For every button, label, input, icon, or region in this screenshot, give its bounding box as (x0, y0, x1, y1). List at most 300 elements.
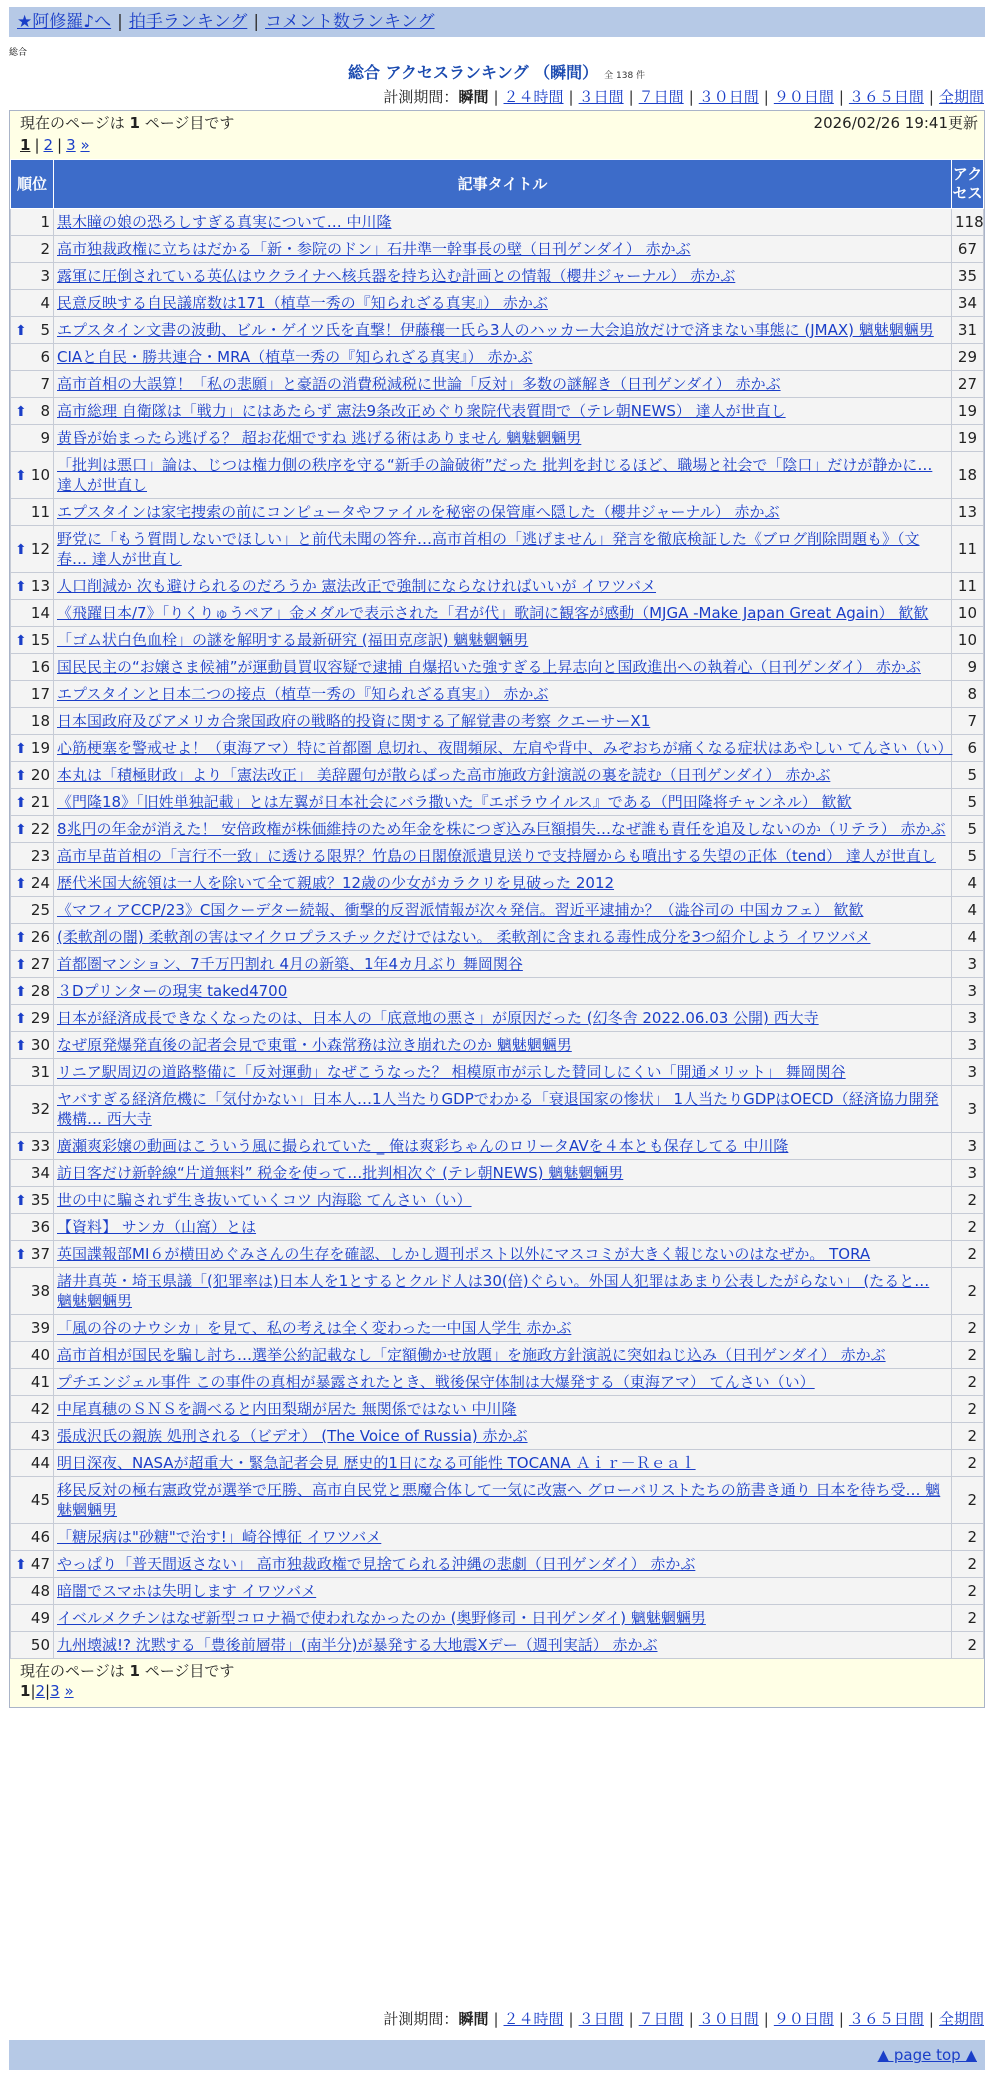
table-row (11, 573, 984, 600)
table-row (11, 1477, 984, 1524)
period-link-2[interactable]: ７日間 (638, 2010, 684, 2028)
page-separator: | (57, 136, 63, 154)
table-row (11, 627, 984, 654)
title-cell (54, 843, 952, 870)
page-links (20, 1681, 974, 1701)
period-separator: | (628, 88, 634, 106)
access-count: 2 (952, 1315, 984, 1342)
rank-number: 17 (30, 685, 50, 703)
title-cell (54, 1160, 952, 1187)
rank-up-arrow-icon: ⬆ (15, 768, 27, 784)
table-row (11, 1086, 984, 1133)
top-nav (9, 7, 985, 37)
table-row (11, 1342, 984, 1369)
access-count: 31 (952, 317, 984, 344)
rank-number: 38 (30, 1282, 50, 1300)
access-count: 7 (952, 708, 984, 735)
article-link[interactable]: 人口削減か 次も避けられるのだろうか 憲法改正で強制にならなければいいが イワツバメ (57, 577, 657, 595)
access-count: 2 (952, 1524, 984, 1551)
title-cell (54, 1086, 952, 1133)
period-label: 計測期間： (383, 2010, 459, 2028)
rank-cell (11, 1632, 54, 1659)
article-link[interactable]: 移民反対の極右憲政党が選挙で圧勝、高市自民党と悪魔合体して一気に改憲へ グローバリストたちの筋書き通り 日本を待ち受… 魑魅魍魎男 (57, 1481, 941, 1519)
rank-number: 39 (30, 1319, 50, 1337)
rank-up-arrow-icon: ⬆ (15, 468, 27, 484)
rank-up-arrow-icon: ⬆ (15, 579, 27, 595)
access-count: 5 (952, 816, 984, 843)
pager-suffix: ページ目です (144, 1662, 235, 1680)
table-row (11, 1423, 984, 1450)
updated-time: 2026/02/26 19:41更新 (813, 114, 978, 132)
rank-up-arrow-icon: ⬆ (15, 323, 27, 339)
article-link[interactable]: 諸井真英・埼玉県議「(犯罪率は)日本人を1とするとクルド人は30(倍)ぐらい。外国人犯罪はあまり公表したがらない」 (たると… 魑魅魍魎男 (57, 1272, 930, 1310)
period-link-3[interactable]: ３０日間 (698, 2010, 759, 2028)
footer-bar (9, 2040, 985, 2070)
period-separator: | (568, 2010, 574, 2028)
access-count: 4 (952, 924, 984, 951)
table-row (11, 1524, 984, 1551)
rank-cell (11, 1423, 54, 1450)
rank-cell (11, 1187, 54, 1214)
rank-number: 40 (30, 1346, 50, 1364)
article-link[interactable]: 高市首相の大誤算！「私の悲願」と豪語の消費税減税に世論「反対」多数の謎解き（日刊ゲンダイ） 赤かぶ (57, 375, 781, 393)
table-row (11, 924, 984, 951)
rank-up-arrow-icon: ⬆ (15, 957, 27, 973)
article-link[interactable]: リニア駅周辺の道路整備に「反対運動」なぜこうなった？ 相模原市が示した賛同しにくい「開通メリット」 舞岡関谷 (57, 1063, 846, 1081)
title-cell (54, 499, 952, 526)
article-link[interactable]: 首都圏マンション、7千万円割れ 4月の新築、1年4カ月ぶり 舞岡関谷 (57, 955, 523, 973)
title-cell (54, 344, 952, 371)
rank-number: 25 (30, 901, 50, 919)
rank-cell (11, 344, 54, 371)
rank-cell (11, 371, 54, 398)
table-row (11, 526, 984, 573)
article-link[interactable]: 暗闇でスマホは失明します イワツバメ (57, 1582, 317, 1600)
title-cell (54, 897, 952, 924)
title-cell (54, 236, 952, 263)
article-link[interactable]: 黄昏が始まったら逃げる？ 超お花畑ですね 逃げる術はありません 魑魅魍魎男 (57, 429, 582, 447)
rank-number: 46 (30, 1528, 50, 1546)
article-link[interactable]: 「風の谷のナウシカ」を見て、私の考えは全く変わった一中国人学生 赤かぶ (57, 1319, 572, 1337)
page-top-link[interactable]: ▲ page top ▲ (877, 2046, 977, 2064)
table-row (11, 978, 984, 1005)
total-count: 全 138 件 (604, 71, 646, 81)
table-row (11, 1450, 984, 1477)
article-link[interactable]: 高市独裁政権に立ちはだかる「新・参院のドン」石井準一幹事長の壁（日刊ゲンダイ） 赤かぶ (57, 240, 691, 258)
title-cell (54, 951, 952, 978)
page-link-3[interactable]: 3 (66, 136, 76, 154)
article-link[interactable]: ３Dプリンターの現実 taked4700 (57, 982, 288, 1000)
table-row (11, 452, 984, 499)
table-row (11, 499, 984, 526)
clap-ranking-link[interactable]: 拍手ランキング (128, 12, 248, 32)
period-link-0[interactable]: ２４時間 (503, 2010, 564, 2028)
article-link[interactable]: 《門隆18》「旧姓単独記載」とは左翼が日本社会にバラ撒いた『エボラウイルス』である（門田隆将チャンネル） 歓歓 (57, 793, 852, 811)
title-cell (54, 452, 952, 499)
rank-cell (11, 1605, 54, 1632)
pager-current-number: 1 (129, 1662, 140, 1680)
table-row (11, 1133, 984, 1160)
article-link[interactable]: 野党に「もう質問しないでほしい」と前代未聞の答弁…高市首相の「逃げません」発言を徹底検証した《ブログ削除問題も》（文春… 達人が世直し (57, 530, 920, 568)
rank-cell (11, 499, 54, 526)
title-cell (54, 1133, 952, 1160)
rank-number: 10 (30, 466, 50, 484)
table-row (11, 425, 984, 452)
article-link[interactable]: 心筋梗塞を警戒せよ！（東海アマ）特に首都圏 息切れ、夜間頻尿、左肩や背中、みぞおちが痛くなる症状はあやしい てんさい（い） (57, 739, 953, 757)
nav-separator: | (117, 12, 123, 32)
period-link-5[interactable]: ３６５日間 (848, 88, 924, 106)
rank-number: 27 (30, 955, 50, 973)
rank-cell (11, 843, 54, 870)
title-cell (54, 1450, 952, 1477)
rank-up-arrow-icon: ⬆ (15, 822, 27, 838)
access-count: 2 (952, 1268, 984, 1315)
access-count: 10 (952, 627, 984, 654)
col-rank-header: 順位 (11, 160, 54, 209)
rank-cell (11, 681, 54, 708)
ranking-container (9, 110, 985, 1708)
title-cell (54, 425, 952, 452)
article-link[interactable]: 「批判は悪口」論は、じつは権力側の秩序を守る“新手の論破術”だった 批判を封じるほど、職場と社会で「陰口」だけが静かに… 達人が世直し (57, 456, 933, 494)
table-row (11, 681, 984, 708)
rank-cell (11, 1524, 54, 1551)
period-selector-top (383, 86, 984, 107)
rank-number: 9 (40, 429, 50, 447)
access-count: 4 (952, 897, 984, 924)
period-link-3[interactable]: ３０日間 (698, 88, 759, 106)
rank-number: 28 (30, 982, 50, 1000)
rank-cell (11, 870, 54, 897)
rank-number: 24 (30, 874, 50, 892)
title-cell (54, 654, 952, 681)
article-link[interactable]: 世の中に騙されず生き抜いていくコツ 内海聡 てんさい（い） (57, 1191, 472, 1209)
rank-number: 12 (30, 540, 50, 558)
access-count: 3 (952, 1160, 984, 1187)
rank-number: 3 (40, 267, 50, 285)
rank-number: 26 (30, 928, 50, 946)
rank-cell (11, 1005, 54, 1032)
title-cell (54, 1477, 952, 1524)
table-row (11, 290, 984, 317)
pager-prefix: 現在のページは (20, 114, 125, 132)
period-link-6[interactable]: 全期間 (938, 88, 984, 106)
rank-cell (11, 1369, 54, 1396)
period-link-4[interactable]: ９０日間 (773, 2010, 834, 2028)
period-separator: | (763, 2010, 769, 2028)
rank-cell (11, 654, 54, 681)
pager-current-number: 1 (129, 114, 140, 132)
rank-up-arrow-icon: ⬆ (15, 741, 27, 757)
rank-up-arrow-icon: ⬆ (15, 633, 27, 649)
table-row (11, 1369, 984, 1396)
article-link[interactable]: イベルメクチンはなぜ新型コロナ禍で使われなかったのか (奥野修司・日刊ゲンダイ) 魑魅魍魎男 (57, 1609, 706, 1627)
article-link[interactable]: 日本国政府及びアメリカ合衆国政府の戦略的投資に関する了解覚書の考察 クエーサーX1 (57, 712, 651, 730)
period-link-1[interactable]: ３日間 (578, 2010, 624, 2028)
title-cell (54, 1524, 952, 1551)
access-count: 3 (952, 1032, 984, 1059)
rank-number: 14 (30, 604, 50, 622)
title-cell (54, 681, 952, 708)
table-row (11, 951, 984, 978)
title-cell (54, 1423, 952, 1450)
rank-number: 4 (40, 294, 50, 312)
ranking-table (10, 159, 984, 1659)
rank-cell (11, 816, 54, 843)
title-cell (54, 600, 952, 627)
article-link[interactable]: やっぱり「普天間返さない」 高市独裁政権で見捨てられる沖縄の悲劇（日刊ゲンダイ） 赤かぶ (57, 1555, 696, 1573)
rank-number: 49 (30, 1609, 50, 1627)
page-current: 1 (20, 1682, 31, 1700)
access-count: 67 (952, 236, 984, 263)
pager-top (10, 111, 984, 159)
access-count: 2 (952, 1477, 984, 1524)
rank-up-arrow-icon: ⬆ (15, 542, 27, 558)
table-row (11, 816, 984, 843)
article-link[interactable]: エプスタインと日本二つの接点（植草一秀の『知られざる真実』） 赤かぶ (57, 685, 549, 703)
table-row (11, 236, 984, 263)
article-link[interactable]: 《マフィアCCP/23》C国クーデター続報、衝撃的反習派情報が次々発信。習近平逮捕か？（澁谷司の 中国カフェ） 歓歓 (57, 901, 864, 919)
access-count: 10 (952, 600, 984, 627)
home-link[interactable]: ★阿修羅♪へ (17, 12, 112, 32)
article-link[interactable]: ヤバすぎる経済危機に「気付かない」日本人…1人当たりGDPでわかる「衰退国家の惨状」 1人当たりGDPはOECD（経済協力開発機構… 西大寺 (57, 1090, 939, 1128)
title-cell (54, 398, 952, 425)
title-cell (54, 735, 952, 762)
rank-cell (11, 1450, 54, 1477)
table-row (11, 371, 984, 398)
article-link[interactable]: なぜ原発爆発直後の記者会見で東電・小森常務は泣き崩れたのか 魑魅魍魎男 (57, 1036, 572, 1054)
table-row (11, 1315, 984, 1342)
article-link[interactable]: エプスタイン文書の波動、ビル・ゲイツ氏を直撃！伊藤穰一氏ら3人のハッカー大会追放だけで済まない事態に (JMAX) 魑魅魍魎男 (57, 321, 934, 339)
rank-number: 11 (30, 503, 50, 521)
rank-number: 22 (30, 820, 50, 838)
rank-number: 15 (30, 631, 50, 649)
rank-up-arrow-icon: ⬆ (15, 1038, 27, 1054)
article-link[interactable]: 国民民主の“お嬢さま候補”が運動員買収容疑で逮捕 自爆招いた強すぎる上昇志向と国政進出への執着心（日刊ゲンダイ） 赤かぶ (57, 658, 921, 676)
access-count: 2 (952, 1551, 984, 1578)
access-count: 2 (952, 1214, 984, 1241)
article-link[interactable]: 「ゴム状白色血栓」の謎を解明する最新研究 (福田克彦訳) 魑魅魍魎男 (57, 631, 529, 649)
access-count: 9 (952, 654, 984, 681)
rank-cell (11, 1342, 54, 1369)
title-cell (54, 789, 952, 816)
table-row (11, 1187, 984, 1214)
article-link[interactable]: 本丸は「積極財政」より「憲法改正」 美辞麗句が散らばった高市施政方針演説の裏を読む（日刊ゲンダイ） 赤かぶ (57, 766, 831, 784)
period-current: 瞬間 (458, 2010, 489, 2028)
table-row (11, 1268, 984, 1315)
period-separator: | (493, 88, 499, 106)
rank-cell (11, 573, 54, 600)
table-row (11, 1396, 984, 1423)
rank-cell (11, 735, 54, 762)
title-cell (54, 1578, 952, 1605)
title-cell (54, 708, 952, 735)
rank-cell (11, 1086, 54, 1133)
access-count: 6 (952, 735, 984, 762)
page-separator: | (30, 1682, 36, 1700)
page-link-3[interactable]: 3 (50, 1682, 60, 1700)
access-count: 2 (952, 1578, 984, 1605)
rank-up-arrow-icon: ⬆ (15, 1557, 27, 1573)
article-link[interactable]: 明日深夜、NASAが超重大・緊急記者会見 歴史的1日になる可能性 TOCANA Ａｉｒ－Ｒｅａｌ (57, 1454, 696, 1472)
period-separator: | (568, 88, 574, 106)
article-link[interactable]: エプスタインは家宅捜索の前にコンピュータやファイルを秘密の保管庫へ隠した（櫻井ジャーナル） 赤かぶ (57, 503, 780, 521)
rank-up-arrow-icon: ⬆ (15, 984, 27, 1000)
title-cell (54, 526, 952, 573)
page-current: 1 (20, 136, 31, 154)
rank-cell (11, 425, 54, 452)
rank-cell (11, 1214, 54, 1241)
access-count: 3 (952, 1059, 984, 1086)
rank-number: 30 (30, 1036, 50, 1054)
table-row (11, 789, 984, 816)
period-link-6[interactable]: 全期間 (938, 2010, 984, 2028)
pager-prefix: 現在のページは (20, 1662, 125, 1680)
access-count: 3 (952, 951, 984, 978)
period-separator: | (838, 2010, 844, 2028)
rank-cell (11, 209, 54, 236)
rank-number: 16 (30, 658, 50, 676)
rank-up-arrow-icon: ⬆ (15, 876, 27, 892)
rank-number: 41 (30, 1373, 50, 1391)
table-row (11, 708, 984, 735)
rank-number: 43 (30, 1427, 50, 1445)
period-link-5[interactable]: ３６５日間 (848, 2010, 924, 2028)
article-link[interactable]: 九州壊滅!? 沈黙する「豊後前層帯」(南半分)が暴発する大地震Xデー（週刊実話） 赤かぶ (57, 1636, 658, 1654)
rank-number: 6 (40, 348, 50, 366)
rank-number: 7 (40, 375, 50, 393)
period-link-0[interactable]: ２４時間 (503, 88, 564, 106)
rank-cell (11, 1396, 54, 1423)
article-link[interactable]: 高市早苗首相の「言行不一致」に透ける限界？竹島の日閣僚派遣見送りで支持層からも噴出する失望の正体（tend） 達人が世直し (57, 847, 936, 865)
title-cell (54, 1342, 952, 1369)
period-link-2[interactable]: ７日間 (638, 88, 684, 106)
page-link-»[interactable]: » (64, 1682, 74, 1700)
table-row (11, 344, 984, 371)
rank-cell (11, 897, 54, 924)
period-separator: | (928, 88, 934, 106)
rank-number: 44 (30, 1454, 50, 1472)
pager-bottom (10, 1659, 984, 1707)
access-count: 8 (952, 681, 984, 708)
period-separator: | (763, 88, 769, 106)
access-count: 2 (952, 1632, 984, 1659)
access-count: 2 (952, 1423, 984, 1450)
title-cell (54, 978, 952, 1005)
rank-cell (11, 1032, 54, 1059)
access-count: 5 (952, 762, 984, 789)
access-count: 2 (952, 1187, 984, 1214)
article-link[interactable]: CIAと自民・勝共連合・MRA（植草一秀の『知られざる真実』） 赤かぶ (57, 348, 533, 366)
article-link[interactable]: (柔軟剤の闇) 柔軟剤の害はマイクロプラスチックだけではない。 柔軟剤に含まれる毒性成分を3つ紹介しよう イワツバメ (57, 928, 871, 946)
rank-number: 5 (40, 321, 50, 339)
article-link[interactable]: 日本が経済成長できなくなったのは、日本人の「底意地の悪さ」が原因だった (幻冬舎 2022.06.03 公開) 西大寺 (57, 1009, 819, 1027)
title-cell (54, 1187, 952, 1214)
period-link-4[interactable]: ９０日間 (773, 88, 834, 106)
period-current: 瞬間 (458, 88, 489, 106)
title-cell (54, 1032, 952, 1059)
col-title-header: 記事タイトル (54, 160, 952, 209)
access-count: 2 (952, 1369, 984, 1396)
table-row (11, 762, 984, 789)
article-link[interactable]: プチエンジェル事件 この事件の真相が暴露されたとき、戦後保守体制は大爆発する（東海アマ） てんさい（い） (57, 1373, 815, 1391)
access-count: 5 (952, 789, 984, 816)
article-link[interactable]: 英国諜報部MI６が横田めぐみさんの生存を確認、しかし週刊ポスト以外にマスコミが大きく報じないのはなぜか。 TORA (57, 1245, 871, 1263)
article-link[interactable]: 民意反映する自民議席数は171（植草一秀の『知られざる真実』） 赤かぶ (57, 294, 548, 312)
title-cell (54, 816, 952, 843)
article-link[interactable]: 黒木瞳の娘の恐ろしすぎる真実について… 中川隆 (57, 213, 392, 231)
article-link[interactable]: 露軍に圧倒されている英仏はウクライナへ核兵器を持ち込む計画との情報（櫻井ジャーナル） 赤かぶ (57, 267, 736, 285)
page-link-2[interactable]: 2 (35, 1682, 46, 1700)
rank-cell (11, 263, 54, 290)
access-count: 29 (952, 344, 984, 371)
page-link-»[interactable]: » (80, 136, 90, 154)
title-cell (54, 1369, 952, 1396)
title-cell (54, 1005, 952, 1032)
article-link[interactable]: 中尾真穂のＳＮＳを調べると内田梨瑚が居た 無関係ではない 中川隆 (57, 1400, 517, 1418)
title-cell (54, 870, 952, 897)
article-link[interactable]: 【資料】 サンカ（山窩）とは (57, 1218, 257, 1236)
article-link[interactable]: 《飛躍日本/7》「りくりゅうペア」金メダルで表示された「君が代」歌詞に観客が感動（MJGA -Make Japan Great Again） 歓歓 (57, 604, 929, 622)
rank-up-arrow-icon: ⬆ (15, 795, 27, 811)
article-link[interactable]: 高市総理 自衛隊は「戦力」にはあたらず 憲法9条改正めぐり衆院代表質問で（テレ朝NEWS） 達人が世直し (57, 402, 786, 420)
article-link[interactable]: 訪日客だけ新幹線“片道無料” 税金を使って…批判相次ぐ (テレ朝NEWS) 魑魅魍魎男 (57, 1164, 624, 1182)
rank-up-arrow-icon: ⬆ (15, 404, 27, 420)
rank-cell (11, 1578, 54, 1605)
rank-cell (11, 1551, 54, 1578)
table-row (11, 1241, 984, 1268)
rank-up-arrow-icon: ⬆ (15, 1011, 27, 1027)
comment-ranking-link[interactable]: コメント数ランキング (265, 12, 435, 32)
period-label: 計測期間： (383, 88, 459, 106)
rank-cell (11, 1241, 54, 1268)
rank-number: 37 (30, 1245, 50, 1263)
title-cell (54, 1605, 952, 1632)
article-link[interactable]: 歴代米国大統領は一人を除いて全て親戚？12歳の少女がカラクリを見破った 2012 (57, 874, 615, 892)
article-link[interactable]: 廣瀬爽彩嬢の動画はこういう風に撮られていた _ 俺は爽彩ちゃんのロリータAVを４本とも保存してる 中川隆 (57, 1137, 789, 1155)
title-cell (54, 371, 952, 398)
title-cell (54, 1268, 952, 1315)
table-row (11, 1605, 984, 1632)
period-link-1[interactable]: ３日間 (578, 88, 624, 106)
rank-cell (11, 924, 54, 951)
access-count: 27 (952, 371, 984, 398)
title-cell (54, 1241, 952, 1268)
rank-number: 2 (40, 240, 50, 258)
rank-number: 32 (30, 1100, 50, 1118)
rank-number: 47 (30, 1555, 50, 1573)
article-link[interactable]: 8兆円の年金が消えた！ 安倍政権が株価維持のため年金を株につぎ込み巨額損失…なぜ誰も責任を追及しないのか（リテラ） 赤かぶ (57, 820, 946, 838)
rank-up-arrow-icon: ⬆ (15, 1247, 27, 1263)
rank-cell (11, 600, 54, 627)
access-count: 34 (952, 290, 984, 317)
title-cell (54, 1632, 952, 1659)
article-link[interactable]: 張成沢氏の親族 処刑される（ビデオ） (The Voice of Russia) 赤かぶ (57, 1427, 528, 1445)
title-cell (54, 1396, 952, 1423)
article-link[interactable]: 高市首相が国民を騙し討ち…選挙公約記載なし「定額働かせ放題」を施政方針演説に突如ねじ込み（日刊ゲンダイ） 赤かぶ (57, 1346, 886, 1364)
rank-up-arrow-icon: ⬆ (15, 1139, 27, 1155)
page-link-2[interactable]: 2 (43, 136, 54, 154)
period-selector-bottom (383, 2008, 984, 2029)
title-cell (54, 1214, 952, 1241)
title-cell (54, 924, 952, 951)
col-access-header: アクセス (952, 160, 984, 209)
access-count: 3 (952, 1005, 984, 1032)
access-count: 2 (952, 1605, 984, 1632)
title-cell (54, 762, 952, 789)
article-link[interactable]: 「糖尿病は"砂糖"で治す!」崎谷博征 イワツバメ (57, 1528, 382, 1546)
rank-number: 29 (30, 1009, 50, 1027)
rank-number: 8 (40, 402, 50, 420)
